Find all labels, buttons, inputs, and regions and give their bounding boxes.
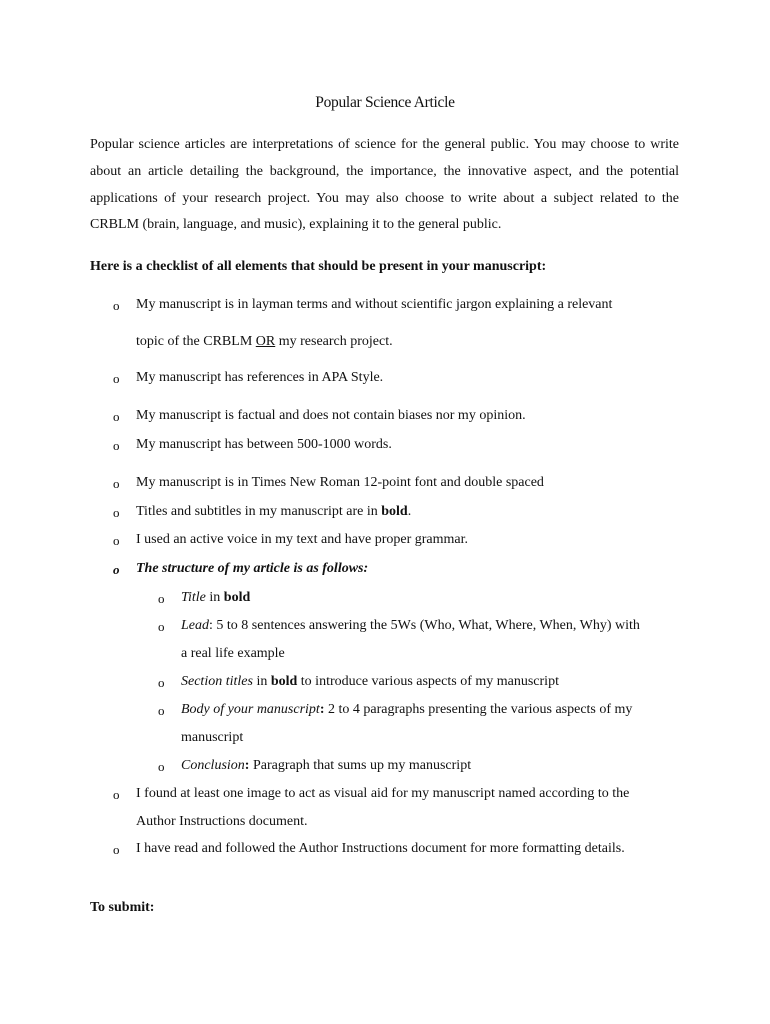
intro-paragraph: Popular science articles are interpretations of science for the general public. You may choose to write about an article detailing the background, the importance, the innovative aspect, and the potential applications of your research project. You may also choose to write about a subject related to the CRBLM (brain, language, and music), explaining it to the general public. — [90, 137, 679, 233]
bullet-image: o — [113, 787, 120, 802]
sub-bullet-section: o — [158, 675, 165, 690]
structure-item-section — [181, 674, 559, 690]
checklist-item-voice: I used an active voice in my text and have proper grammar. — [136, 532, 468, 547]
titles-text: Titles and subtitles in my manuscript are in — [136, 504, 382, 519]
structure-item-body-line1 — [181, 702, 632, 718]
bullet-words: o — [113, 438, 120, 453]
bullet-references: o — [113, 371, 120, 386]
body-label: Body of your manuscript — [181, 702, 320, 717]
checklist-item-references: My manuscript has references in APA Style. — [136, 370, 384, 385]
titles-bold-word: bold — [381, 504, 408, 519]
section-label: Section titles — [181, 674, 253, 689]
conclusion-label: Conclusion — [181, 758, 245, 773]
page-title: Popular Science Article — [315, 94, 455, 111]
checklist-heading: Here is a checklist of all elements that should be present in your manuscript: — [90, 259, 547, 274]
bullet-read: o — [113, 842, 120, 857]
section-in: in — [252, 674, 271, 689]
structure-item-conclusion — [181, 758, 471, 774]
lead-label: Lead — [181, 618, 209, 633]
structure-item-title — [181, 590, 250, 606]
structure-item-body-line2: manuscript — [181, 730, 244, 745]
conclusion-text: Paragraph that sums up my manuscript — [249, 758, 472, 773]
bullet-factual: o — [113, 409, 120, 424]
checklist-item-font: My manuscript is in Times New Roman 12-point font and double spaced — [136, 475, 544, 490]
checklist-item-layman-line1: My manuscript is in layman terms and without scientific jargon explaining a relevant — [136, 297, 613, 312]
lead-text: : 5 to 8 sentences answering the 5Ws (Who, What, Where, When, Why) with — [209, 618, 640, 633]
checklist-item-words: My manuscript has between 500-1000 words. — [136, 437, 392, 452]
submit-heading: To submit: — [90, 900, 155, 915]
checklist-item-factual: My manuscript is factual and does not contain biases nor my opinion. — [136, 408, 526, 423]
body-text: 2 to 4 paragraphs presenting the various aspects of my — [324, 702, 633, 717]
checklist-item-read: I have read and followed the Author Instructions document for more formatting details. — [136, 841, 625, 856]
section-bold-word: bold — [270, 674, 298, 689]
titles-period: . — [407, 504, 412, 519]
bullet-layman: o — [113, 298, 120, 313]
sub-bullet-body: o — [158, 703, 165, 718]
body-colon: : — [319, 702, 325, 717]
bullet-structure: o — [113, 562, 120, 577]
sub-bullet-title: o — [158, 591, 165, 606]
sub-bullet-lead: o — [158, 619, 165, 634]
checklist-item-image-line1: I found at least one image to act as visual aid for my manuscript named according to the — [136, 786, 630, 801]
checklist-item-structure: The structure of my article is as follows: — [136, 561, 369, 576]
structure-item-lead-line1 — [181, 618, 640, 634]
bullet-titles: o — [113, 505, 120, 520]
bullet-voice: o — [113, 533, 120, 548]
structure-item-lead-line2: a real life example — [181, 646, 285, 661]
title-bold-word: bold — [223, 590, 251, 605]
checklist-item-titles — [136, 504, 411, 520]
section-text: to introduce various aspects of my manuscript — [297, 674, 559, 689]
checklist-item-layman-line2 — [136, 334, 393, 350]
sub-bullet-conclusion: o — [158, 759, 165, 774]
checklist-item-image-line2: Author Instructions document. — [136, 814, 308, 829]
title-label: Title — [181, 590, 206, 605]
bullet-font: o — [113, 476, 120, 491]
layman-or-underlined: OR — [255, 334, 276, 349]
title-in: in — [205, 590, 224, 605]
conclusion-colon: : — [244, 758, 250, 773]
layman-text-a: topic of the CRBLM — [136, 334, 256, 349]
layman-text-b: my research project. — [275, 334, 393, 349]
